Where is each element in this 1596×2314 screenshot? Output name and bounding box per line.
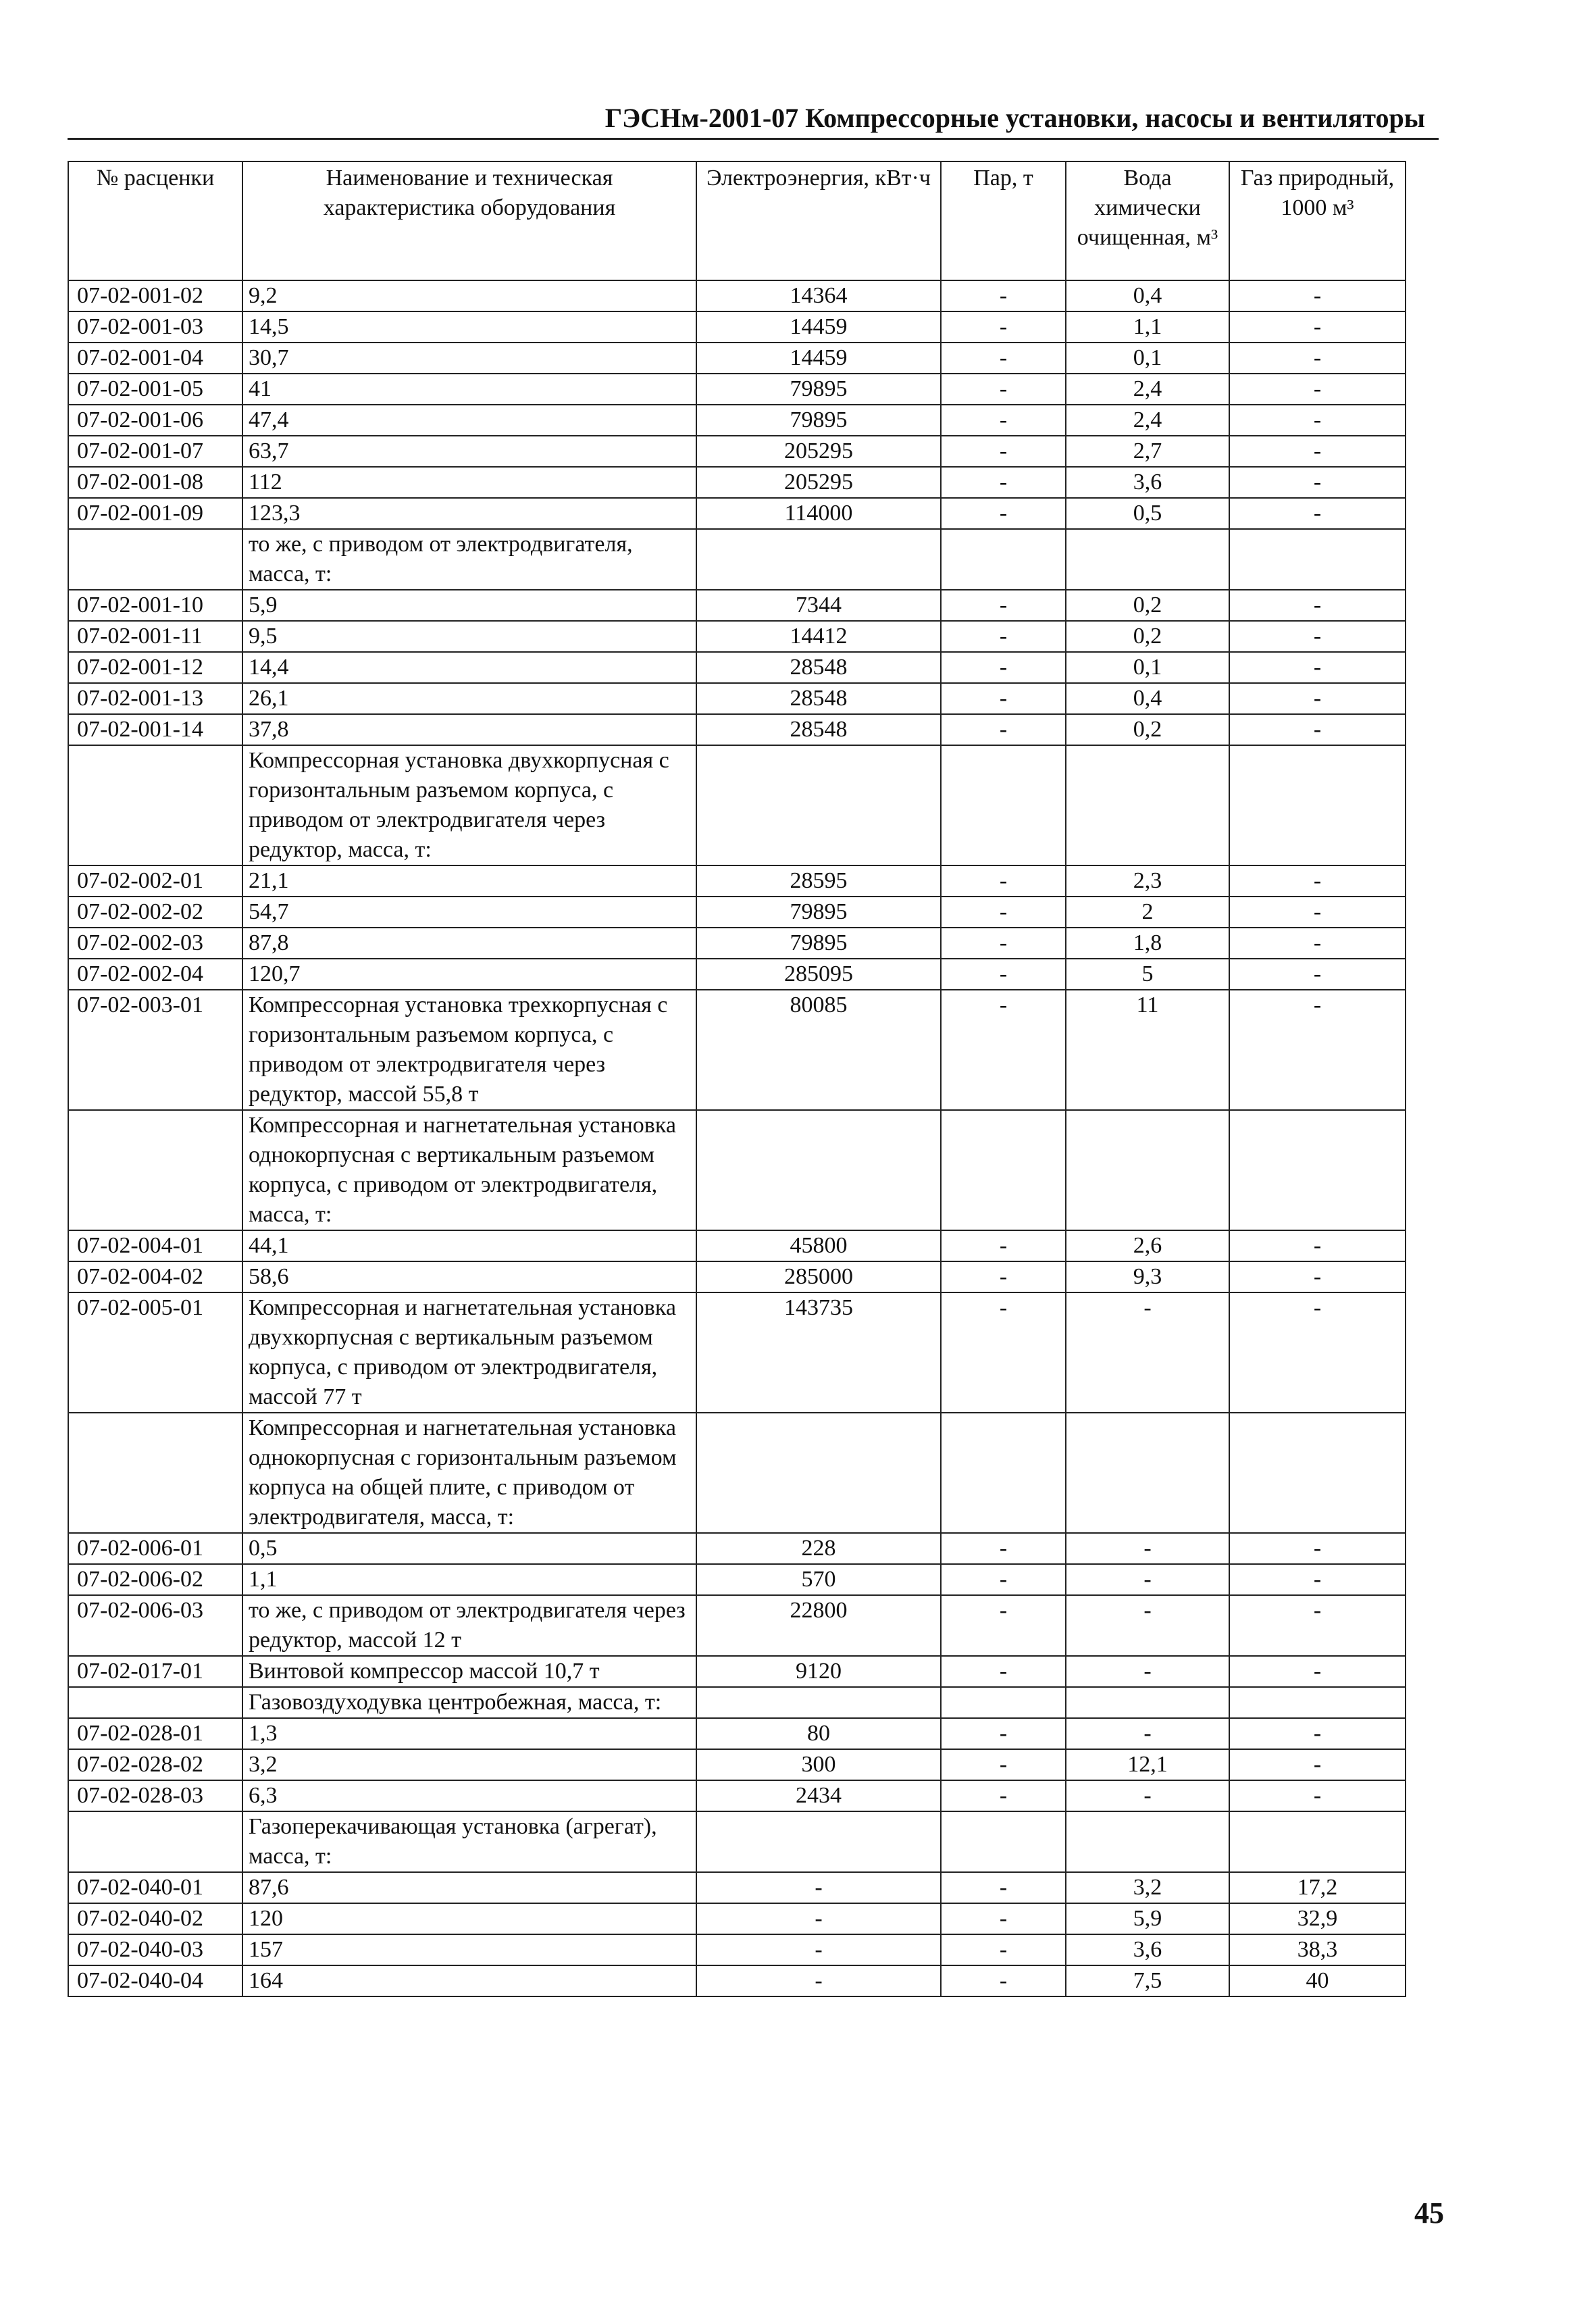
rate-code: 07-02-040-01 — [68, 1872, 242, 1903]
table-row — [68, 405, 1406, 436]
steam-value: - — [941, 1595, 1066, 1656]
rate-code: 07-02-006-02 — [68, 1564, 242, 1595]
electricity-value — [696, 1110, 941, 1230]
table-subheader-row — [68, 1687, 1406, 1718]
gas-value: - — [1229, 1780, 1406, 1811]
table-row — [68, 498, 1406, 529]
steam-value: - — [941, 1903, 1066, 1934]
water-value: 3,6 — [1066, 1934, 1229, 1965]
steam-value: - — [941, 405, 1066, 436]
table-row — [68, 374, 1406, 405]
equipment-description: 87,8 — [242, 928, 696, 959]
table-row — [68, 1533, 1406, 1564]
table-row — [68, 652, 1406, 683]
gas-value: - — [1229, 683, 1406, 714]
electricity-value: 28548 — [696, 652, 941, 683]
table-subheader-row — [68, 1413, 1406, 1533]
gas-value: - — [1229, 990, 1406, 1110]
water-value: 1,1 — [1066, 311, 1229, 343]
steam-value: - — [941, 683, 1066, 714]
water-value: - — [1066, 1718, 1229, 1749]
equipment-description: 3,2 — [242, 1749, 696, 1780]
gas-value — [1229, 1811, 1406, 1872]
electricity-value: 14459 — [696, 311, 941, 343]
equipment-description: 14,5 — [242, 311, 696, 343]
gas-value: - — [1229, 590, 1406, 621]
rate-code: 07-02-001-13 — [68, 683, 242, 714]
table-row — [68, 1934, 1406, 1965]
electricity-value: 14364 — [696, 280, 941, 311]
gas-value — [1229, 1110, 1406, 1230]
table-subheader-row — [68, 745, 1406, 865]
equipment-description: 0,5 — [242, 1533, 696, 1564]
gas-value: - — [1229, 1656, 1406, 1687]
gas-value: 40 — [1229, 1965, 1406, 1996]
water-value: 0,4 — [1066, 280, 1229, 311]
steam-value: - — [941, 652, 1066, 683]
electricity-value: 9120 — [696, 1656, 941, 1687]
table-row — [68, 590, 1406, 621]
table-row — [68, 897, 1406, 928]
gas-value: - — [1229, 621, 1406, 652]
rate-code: 07-02-002-02 — [68, 897, 242, 928]
gas-value: - — [1229, 498, 1406, 529]
equipment-description: 9,2 — [242, 280, 696, 311]
equipment-description: 6,3 — [242, 1780, 696, 1811]
water-value — [1066, 1811, 1229, 1872]
water-value: 0,2 — [1066, 621, 1229, 652]
steam-value: - — [941, 280, 1066, 311]
steam-value — [941, 1413, 1066, 1533]
equipment-description: 47,4 — [242, 405, 696, 436]
water-value: 9,3 — [1066, 1261, 1229, 1292]
gas-value: - — [1229, 374, 1406, 405]
electricity-value — [696, 745, 941, 865]
col-header-water: Вода химически очищенная, м³ — [1066, 161, 1229, 280]
equipment-description: Винтовой компрессор массой 10,7 т — [242, 1656, 696, 1687]
running-header: ГЭСНм-2001-07 Компрессорные установки, насосы и вентиляторы — [604, 103, 1425, 133]
electricity-value: 570 — [696, 1564, 941, 1595]
rate-code: 07-02-028-02 — [68, 1749, 242, 1780]
rate-code: 07-02-001-11 — [68, 621, 242, 652]
equipment-description: 87,6 — [242, 1872, 696, 1903]
table-subheader-row — [68, 1811, 1406, 1872]
equipment-description: 123,3 — [242, 498, 696, 529]
electricity-value: 80 — [696, 1718, 941, 1749]
table-header-row — [68, 161, 1406, 280]
rate-code — [68, 1811, 242, 1872]
rate-code: 07-02-001-14 — [68, 714, 242, 745]
table-row — [68, 959, 1406, 990]
water-value: 11 — [1066, 990, 1229, 1110]
col-header-gas: Газ природный, 1000 м³ — [1229, 161, 1406, 280]
table-row — [68, 928, 1406, 959]
col-header-name: Наименование и техническая характеристика оборудования — [242, 161, 696, 280]
equipment-description: то же, с приводом от электродвигателя, масса, т: — [242, 529, 696, 590]
electricity-value: 300 — [696, 1749, 941, 1780]
rate-code — [68, 529, 242, 590]
electricity-value: - — [696, 1934, 941, 1965]
rate-code — [68, 1413, 242, 1533]
gas-value: - — [1229, 865, 1406, 897]
water-value: 3,6 — [1066, 467, 1229, 498]
water-value: 0,2 — [1066, 714, 1229, 745]
gas-value: 38,3 — [1229, 1934, 1406, 1965]
rate-code — [68, 1110, 242, 1230]
gas-value — [1229, 1413, 1406, 1533]
equipment-description: 14,4 — [242, 652, 696, 683]
gas-value: - — [1229, 311, 1406, 343]
table-row — [68, 311, 1406, 343]
col-header-code: № расценки — [68, 161, 242, 280]
water-value: 5 — [1066, 959, 1229, 990]
water-value — [1066, 1413, 1229, 1533]
electricity-value: 205295 — [696, 467, 941, 498]
electricity-value: - — [696, 1872, 941, 1903]
table-row — [68, 865, 1406, 897]
water-value: 0,1 — [1066, 343, 1229, 374]
page-number: 45 — [1414, 2196, 1444, 2230]
steam-value: - — [941, 1965, 1066, 1996]
water-value — [1066, 529, 1229, 590]
steam-value: - — [941, 865, 1066, 897]
equipment-description: Компрессорная и нагнетательная установка однокорпусная с вертикальным разъемом корпуса, с приводом от электродвигателя, масса, т: — [242, 1110, 696, 1230]
gas-value — [1229, 1687, 1406, 1718]
steam-value: - — [941, 436, 1066, 467]
table-row — [68, 280, 1406, 311]
equipment-description: 164 — [242, 1965, 696, 1996]
steam-value: - — [941, 374, 1066, 405]
electricity-value: 79895 — [696, 928, 941, 959]
table-row — [68, 467, 1406, 498]
electricity-value: 205295 — [696, 436, 941, 467]
gas-value: - — [1229, 1292, 1406, 1413]
rate-code: 07-02-017-01 — [68, 1656, 242, 1687]
water-value: 2,7 — [1066, 436, 1229, 467]
gas-value: 17,2 — [1229, 1872, 1406, 1903]
water-value: 2 — [1066, 897, 1229, 928]
water-value: 7,5 — [1066, 1965, 1229, 1996]
rate-code: 07-02-040-03 — [68, 1934, 242, 1965]
electricity-value: 79895 — [696, 405, 941, 436]
steam-value: - — [941, 311, 1066, 343]
gas-value: - — [1229, 928, 1406, 959]
steam-value: - — [941, 1934, 1066, 1965]
equipment-description: 21,1 — [242, 865, 696, 897]
table-row — [68, 1261, 1406, 1292]
rate-code: 07-02-001-06 — [68, 405, 242, 436]
electricity-value: 22800 — [696, 1595, 941, 1656]
steam-value: - — [941, 1656, 1066, 1687]
electricity-value — [696, 1811, 941, 1872]
steam-value: - — [941, 590, 1066, 621]
steam-value — [941, 1110, 1066, 1230]
electricity-value: 7344 — [696, 590, 941, 621]
table-row — [68, 1749, 1406, 1780]
table-row — [68, 436, 1406, 467]
gas-value: - — [1229, 467, 1406, 498]
table-row — [68, 1595, 1406, 1656]
equipment-description: 5,9 — [242, 590, 696, 621]
rate-code: 07-02-028-01 — [68, 1718, 242, 1749]
header-divider — [68, 138, 1439, 140]
rate-code: 07-02-003-01 — [68, 990, 242, 1110]
equipment-description: 30,7 — [242, 343, 696, 374]
table-row — [68, 1965, 1406, 1996]
water-value: 2,4 — [1066, 405, 1229, 436]
rate-code: 07-02-004-01 — [68, 1230, 242, 1261]
equipment-description: 37,8 — [242, 714, 696, 745]
water-value: 0,5 — [1066, 498, 1229, 529]
gas-value: - — [1229, 436, 1406, 467]
table-row — [68, 1903, 1406, 1934]
steam-value: - — [941, 1230, 1066, 1261]
gas-value: - — [1229, 959, 1406, 990]
rate-code: 07-02-040-02 — [68, 1903, 242, 1934]
electricity-value — [696, 1413, 941, 1533]
equipment-description: 1,1 — [242, 1564, 696, 1595]
gas-value: - — [1229, 1533, 1406, 1564]
equipment-description: Компрессорная и нагнетательная установка двухкорпусная с вертикальным разъемом корпуса, с приводом от электродвигателя, массой 77 т — [242, 1292, 696, 1413]
water-value — [1066, 1687, 1229, 1718]
electricity-value — [696, 529, 941, 590]
electricity-value: 45800 — [696, 1230, 941, 1261]
steam-value: - — [941, 1872, 1066, 1903]
table-row — [68, 1872, 1406, 1903]
gas-value: - — [1229, 280, 1406, 311]
rate-code: 07-02-002-01 — [68, 865, 242, 897]
electricity-value: 80085 — [696, 990, 941, 1110]
electricity-value: 285095 — [696, 959, 941, 990]
gas-value — [1229, 529, 1406, 590]
steam-value — [941, 529, 1066, 590]
water-value — [1066, 1110, 1229, 1230]
rate-code: 07-02-028-03 — [68, 1780, 242, 1811]
equipment-description: Компрессорная и нагнетательная установка однокорпусная с горизонтальным разъемом корпуса на общей плите, с приводом от электродвигателя, масса, т: — [242, 1413, 696, 1533]
steam-value — [941, 745, 1066, 865]
rate-code: 07-02-002-04 — [68, 959, 242, 990]
col-header-electricity: Электроэнергия, кВт·ч — [696, 161, 941, 280]
electricity-value: 143735 — [696, 1292, 941, 1413]
steam-value: - — [941, 1718, 1066, 1749]
steam-value: - — [941, 498, 1066, 529]
electricity-value: 28595 — [696, 865, 941, 897]
steam-value: - — [941, 1564, 1066, 1595]
water-value: - — [1066, 1595, 1229, 1656]
electricity-value: 228 — [696, 1533, 941, 1564]
equipment-description: то же, с приводом от электродвигателя через редуктор, массой 12 т — [242, 1595, 696, 1656]
gas-value: 32,9 — [1229, 1903, 1406, 1934]
equipment-description: 44,1 — [242, 1230, 696, 1261]
water-value: 0,2 — [1066, 590, 1229, 621]
gas-value: - — [1229, 343, 1406, 374]
water-value: 3,2 — [1066, 1872, 1229, 1903]
equipment-description: 63,7 — [242, 436, 696, 467]
equipment-description: Газоперекачивающая установка (агрегат), масса, т: — [242, 1811, 696, 1872]
electricity-value: 14412 — [696, 621, 941, 652]
steam-value — [941, 1811, 1066, 1872]
steam-value: - — [941, 1261, 1066, 1292]
rate-code: 07-02-006-01 — [68, 1533, 242, 1564]
rate-code: 07-02-001-09 — [68, 498, 242, 529]
electricity-value: 28548 — [696, 714, 941, 745]
rate-code: 07-02-001-08 — [68, 467, 242, 498]
table-row — [68, 1564, 1406, 1595]
water-value: 0,1 — [1066, 652, 1229, 683]
electricity-value: 2434 — [696, 1780, 941, 1811]
rate-code: 07-02-006-03 — [68, 1595, 242, 1656]
table-row — [68, 714, 1406, 745]
equipment-description: 41 — [242, 374, 696, 405]
electricity-value: 79895 — [696, 897, 941, 928]
rate-code — [68, 1687, 242, 1718]
table-body — [68, 280, 1406, 1996]
steam-value: - — [941, 1533, 1066, 1564]
rate-code: 07-02-001-05 — [68, 374, 242, 405]
rate-code: 07-02-040-04 — [68, 1965, 242, 1996]
steam-value: - — [941, 928, 1066, 959]
steam-value: - — [941, 621, 1066, 652]
gas-value: - — [1229, 1595, 1406, 1656]
equipment-description: 157 — [242, 1934, 696, 1965]
table-subheader-row — [68, 529, 1406, 590]
electricity-value: 285000 — [696, 1261, 941, 1292]
water-value: - — [1066, 1656, 1229, 1687]
rate-code: 07-02-001-03 — [68, 311, 242, 343]
equipment-description: 9,5 — [242, 621, 696, 652]
rate-code: 07-02-001-04 — [68, 343, 242, 374]
electricity-value: 28548 — [696, 683, 941, 714]
water-value: - — [1066, 1780, 1229, 1811]
electricity-value: 14459 — [696, 343, 941, 374]
equipment-description: 26,1 — [242, 683, 696, 714]
gas-value: - — [1229, 897, 1406, 928]
steam-value: - — [941, 1292, 1066, 1413]
gas-value: - — [1229, 1718, 1406, 1749]
electricity-value: 114000 — [696, 498, 941, 529]
water-value: 2,6 — [1066, 1230, 1229, 1261]
rate-code: 07-02-001-07 — [68, 436, 242, 467]
water-value: 12,1 — [1066, 1749, 1229, 1780]
col-header-steam: Пар, т — [941, 161, 1066, 280]
table-row — [68, 990, 1406, 1110]
steam-value: - — [941, 343, 1066, 374]
gas-value — [1229, 745, 1406, 865]
steam-value: - — [941, 959, 1066, 990]
table-row — [68, 621, 1406, 652]
electricity-value: - — [696, 1965, 941, 1996]
rate-code: 07-02-001-10 — [68, 590, 242, 621]
rates-table — [68, 161, 1406, 1997]
equipment-description: Компрессорная установка двухкорпусная с горизонтальным разъемом корпуса, с приводом от электродвигателя через редуктор, масса, т: — [242, 745, 696, 865]
rate-code: 07-02-001-12 — [68, 652, 242, 683]
electricity-value: - — [696, 1903, 941, 1934]
water-value: - — [1066, 1564, 1229, 1595]
water-value: 0,4 — [1066, 683, 1229, 714]
steam-value: - — [941, 897, 1066, 928]
steam-value: - — [941, 1780, 1066, 1811]
table-row — [68, 683, 1406, 714]
table-row — [68, 1292, 1406, 1413]
water-value: - — [1066, 1292, 1229, 1413]
gas-value: - — [1229, 1261, 1406, 1292]
gas-value: - — [1229, 1230, 1406, 1261]
gas-value: - — [1229, 405, 1406, 436]
rate-code: 07-02-004-02 — [68, 1261, 242, 1292]
table-row — [68, 1780, 1406, 1811]
rate-code: 07-02-005-01 — [68, 1292, 242, 1413]
rate-code: 07-02-002-03 — [68, 928, 242, 959]
equipment-description: Компрессорная установка трехкорпусная с горизонтальным разъемом корпуса, с приводом от электродвигателя через редуктор, массой 55,8 т — [242, 990, 696, 1110]
gas-value: - — [1229, 714, 1406, 745]
gas-value: - — [1229, 1749, 1406, 1780]
table-row — [68, 1230, 1406, 1261]
steam-value — [941, 1687, 1066, 1718]
steam-value: - — [941, 990, 1066, 1110]
steam-value: - — [941, 714, 1066, 745]
equipment-description: 120 — [242, 1903, 696, 1934]
rate-code — [68, 745, 242, 865]
water-value: - — [1066, 1533, 1229, 1564]
water-value: 2,3 — [1066, 865, 1229, 897]
table-row — [68, 1656, 1406, 1687]
water-value: 1,8 — [1066, 928, 1229, 959]
water-value: 5,9 — [1066, 1903, 1229, 1934]
table-subheader-row — [68, 1110, 1406, 1230]
equipment-description: 58,6 — [242, 1261, 696, 1292]
water-value — [1066, 745, 1229, 865]
steam-value: - — [941, 1749, 1066, 1780]
equipment-description: 54,7 — [242, 897, 696, 928]
rate-code: 07-02-001-02 — [68, 280, 242, 311]
equipment-description: 112 — [242, 467, 696, 498]
table-row — [68, 1718, 1406, 1749]
gas-value: - — [1229, 652, 1406, 683]
equipment-description: Газовоздуходувка центробежная, масса, т: — [242, 1687, 696, 1718]
equipment-description: 1,3 — [242, 1718, 696, 1749]
electricity-value: 79895 — [696, 374, 941, 405]
equipment-description: 120,7 — [242, 959, 696, 990]
steam-value: - — [941, 467, 1066, 498]
electricity-value — [696, 1687, 941, 1718]
water-value: 2,4 — [1066, 374, 1229, 405]
gas-value: - — [1229, 1564, 1406, 1595]
table-row — [68, 343, 1406, 374]
